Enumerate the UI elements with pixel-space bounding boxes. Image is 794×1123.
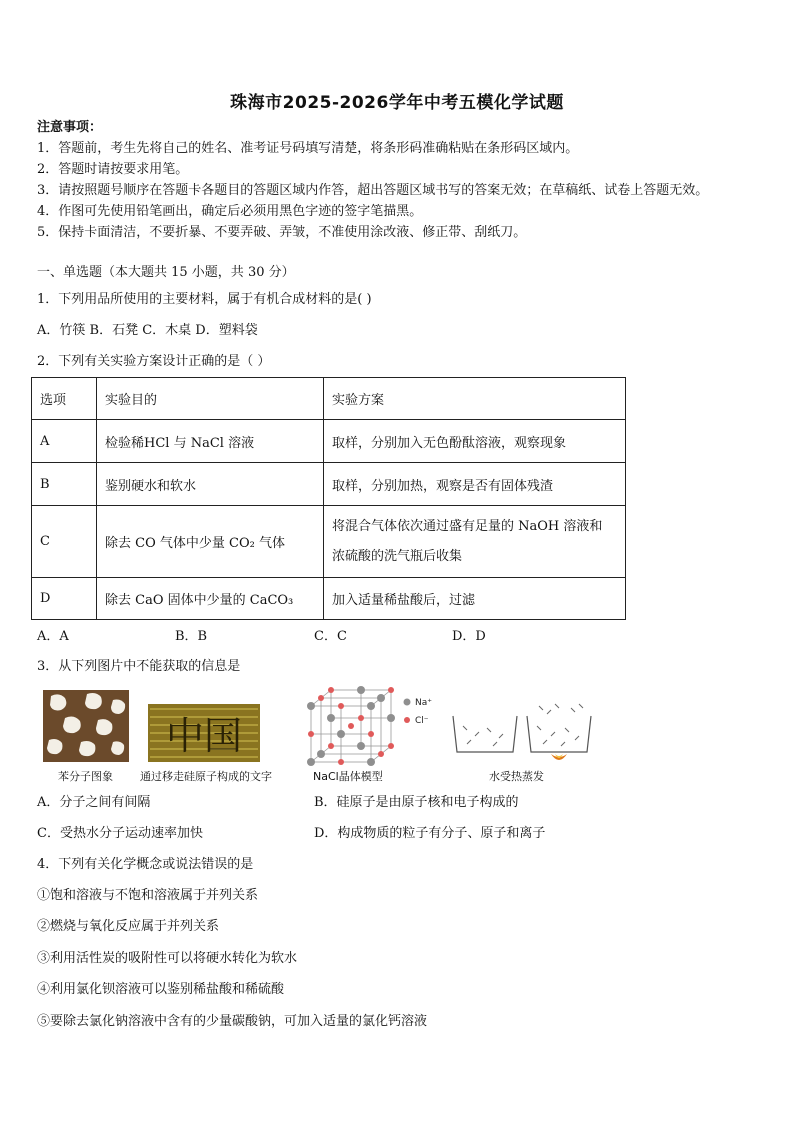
table-cell: 取样，分别加热，观察是否有固体残渣 <box>324 463 626 506</box>
question-1-stem: 1．下列用品所使用的主要材料，属于有机合成材料的是( ) <box>37 292 372 307</box>
table-cell: D <box>32 578 97 620</box>
page-title: 珠海市2025-2026学年中考五模化学试题 <box>230 93 564 113</box>
table-cell-line: 将混合气体依次通过盛有足量的 NaOH 溶液和 <box>332 518 603 534</box>
question-3-option-a: A．分子之间有间隔 <box>37 795 151 810</box>
question-1-options: A．竹筷 B．石凳 C．木桌 D．塑料袋 <box>37 323 258 338</box>
table-row <box>32 578 626 620</box>
question-3-option-b: B．硅原子是由原子核和电子构成的 <box>314 795 519 810</box>
table-cell: C <box>32 506 97 578</box>
question-4-item: ⑤要除去氯化钠溶液中含有的少量碳酸钠，可加入适量的氯化钙溶液 <box>37 1014 428 1029</box>
na-ion-label: Na⁺ <box>415 698 432 708</box>
section-heading: 一、单选题（本大题共 15 小题，共 30 分） <box>37 265 295 280</box>
question-2-table <box>31 377 626 620</box>
figure-char-text: 中国 <box>165 714 243 758</box>
question-4-stem: 4．下列有关化学概念或说法错误的是 <box>37 857 254 872</box>
figure-caption-benzene: 苯分子图象 <box>58 770 113 783</box>
benzene-molecule-image <box>43 690 129 762</box>
table-cell: 除去 CaO 固体中少量的 CaCO₃ <box>97 578 324 620</box>
table-row <box>32 463 626 506</box>
notice-item: 4．作图可先使用铅笔画出，确定后必须用黑色字迹的签字笔描黑。 <box>37 204 423 219</box>
figure-caption-nacl: NaCl晶体模型 <box>313 770 383 783</box>
table-cell: 取样，分别加入无色酚酞溶液，观察现象 <box>324 420 626 463</box>
question-2-stem: 2．下列有关实验方案设计正确的是（ ） <box>37 354 271 369</box>
table-cell <box>324 506 626 578</box>
cl-ion-label: Cl⁻ <box>415 716 429 726</box>
table-cell: 加入适量稀盐酸后，过滤 <box>324 578 626 620</box>
notice-item: 3．请按照题号顺序在答题卡各题目的答题区域内作答，超出答题区域书写的答案无效；在草稿纸、试卷上答题无效。 <box>37 183 709 198</box>
table-cell: A <box>32 420 97 463</box>
figure-caption-water: 水受热蒸发 <box>489 770 544 783</box>
question-2-option-a: A．A <box>37 629 69 644</box>
question-3-stem: 3．从下列图片中不能获取的信息是 <box>37 659 241 674</box>
table-header-row <box>32 378 626 420</box>
table-cell: 除去 CO 气体中少量 CO₂ 气体 <box>97 506 324 578</box>
table-cell: 检验稀HCl 与 NaCl 溶液 <box>97 420 324 463</box>
question-3-option-c: C．受热水分子运动速率加快 <box>37 826 203 841</box>
table-cell: B <box>32 463 97 506</box>
table-header-cell: 实验方案 <box>324 378 626 420</box>
silicon-atom-text-image <box>148 704 260 762</box>
table-row <box>32 420 626 463</box>
notice-item: 5．保持卡面清洁，不要折暴、不要弄破、弄皱，不准使用涂改液、修正带、刮纸刀。 <box>37 225 527 240</box>
question-4-item: ①饱和溶液与不饱和溶液属于并列关系 <box>37 888 259 903</box>
table-cell-line: 浓硫酸的洗气瓶后收集 <box>332 548 463 564</box>
question-2-option-d: D．D <box>452 629 486 644</box>
figure-caption-silicon: 通过移走硅原子构成的文字 <box>140 770 272 783</box>
table-row <box>32 506 626 578</box>
question-3-option-d: D．构成物质的粒子有分子、原子和离子 <box>314 826 546 841</box>
question-4-item: ②燃烧与氧化反应属于并列关系 <box>37 919 220 934</box>
water-evaporation-image <box>447 702 597 766</box>
notice-item: 2．答题时请按要求用笔。 <box>37 162 189 177</box>
question-4-item: ③利用活性炭的吸附性可以将硬水转化为软水 <box>37 951 298 966</box>
table-header-cell: 实验目的 <box>97 378 324 420</box>
question-4-item: ④利用氯化钡溶液可以鉴别稀盐酸和稀硫酸 <box>37 982 285 997</box>
nacl-crystal-model-image <box>303 684 433 768</box>
table-cell: 鉴别硬水和软水 <box>97 463 324 506</box>
question-2-option-c: C．C <box>314 629 347 644</box>
notice-heading: 注意事项： <box>37 120 103 135</box>
table-header-cell: 选项 <box>32 378 97 420</box>
notice-item: 1．答题前，考生先将自己的姓名、准考证号码填写清楚，将条形码准确粘贴在条形码区域内。 <box>37 141 579 156</box>
question-2-option-b: B．B <box>175 629 208 644</box>
